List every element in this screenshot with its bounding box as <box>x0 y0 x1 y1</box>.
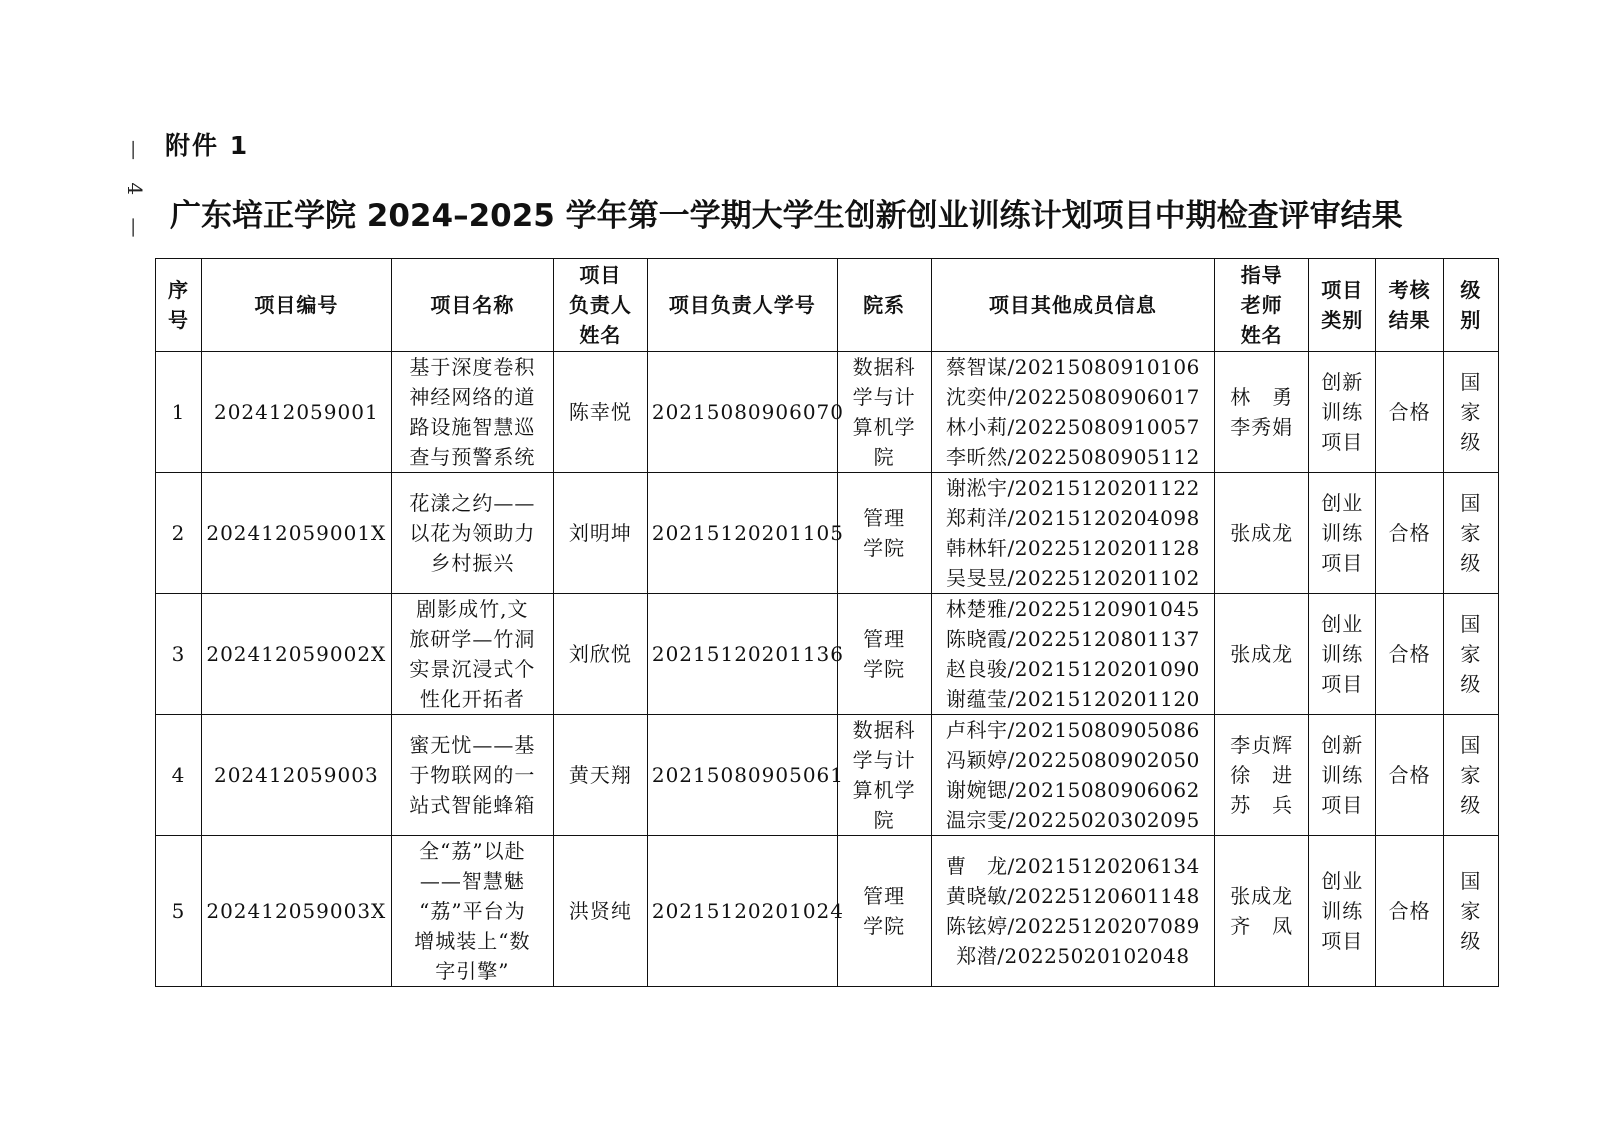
cell-line: 张成龙 <box>1230 642 1294 666</box>
cell-line: 基于深度卷积 <box>409 355 536 379</box>
cell-line: 数据科 <box>852 355 916 379</box>
cell-level <box>1443 594 1498 715</box>
cell-level <box>1443 836 1498 987</box>
cell-level <box>1443 715 1498 836</box>
cell-line: 国 <box>1460 869 1482 893</box>
cell-result: 合格 <box>1376 594 1443 715</box>
cell-line: 级 <box>1460 929 1482 953</box>
cell-line: 路设施智慧巡 <box>409 415 536 439</box>
cell-line: ——智慧魅 <box>419 869 525 893</box>
member-entry: 陈晓霞/20225120801137 <box>945 627 1200 651</box>
cell-line: 齐 凤 <box>1230 914 1294 938</box>
header-project-no: 项目编号 <box>201 259 391 352</box>
cell-project-no: 202412059002X <box>201 594 391 715</box>
cell-line: 林 勇 <box>1230 385 1294 409</box>
cell-members <box>931 473 1215 594</box>
cell-line: 徐 进 <box>1230 763 1294 787</box>
cell-line: 学院 <box>863 657 906 681</box>
cell-line: 站式智能蜂箱 <box>409 793 536 817</box>
cell-advisor <box>1215 473 1309 594</box>
header-leader-id: 项目负责人学号 <box>647 259 837 352</box>
cell-line: 李贞辉 <box>1230 733 1294 757</box>
cell-line: 于物联网的一 <box>409 763 536 787</box>
member-entry: 李昕然/20225080905112 <box>945 445 1200 469</box>
cell-line: 项目 <box>1321 793 1364 817</box>
cell-line: 乡村振兴 <box>430 551 515 575</box>
cell-result: 合格 <box>1376 715 1443 836</box>
cell-members <box>931 594 1215 715</box>
header-project-name: 项目名称 <box>391 259 553 352</box>
cell-advisor <box>1215 836 1309 987</box>
cell-members <box>931 352 1215 473</box>
cell-project-no: 202412059003X <box>201 836 391 987</box>
cell-category <box>1309 594 1376 715</box>
cell-line: 管理 <box>863 627 906 651</box>
cell-seq: 5 <box>156 836 202 987</box>
header-seq: 序 号 <box>156 259 202 352</box>
document-title: 广东培正学院 2024–2025 学年第一学期大学生创新创业训练计划项目中期检查评审结果 <box>170 198 1403 234</box>
cell-line: 国 <box>1460 370 1482 394</box>
cell-line: 家 <box>1460 763 1482 787</box>
cell-line: 创业 <box>1321 869 1364 893</box>
cell-level <box>1443 473 1498 594</box>
cell-line: 花漾之约—— <box>409 491 536 515</box>
header-level: 级 别 <box>1443 259 1498 352</box>
cell-leader-name: 刘明坤 <box>553 473 647 594</box>
attachment-label: 附件 1 <box>165 131 250 160</box>
cell-line: 训练 <box>1321 400 1364 424</box>
header-advisor: 指导 老师 姓名 <box>1215 259 1309 352</box>
cell-line: 家 <box>1460 899 1482 923</box>
cell-line: 性化开拓者 <box>419 687 525 711</box>
cell-line: 级 <box>1460 430 1482 454</box>
cell-line: 项目 <box>1321 672 1364 696</box>
member-entry: 卢科宇/20215080905086 <box>945 718 1200 742</box>
cell-line: 管理 <box>863 884 906 908</box>
cell-category <box>1309 715 1376 836</box>
cell-line: 创新 <box>1321 733 1364 757</box>
cell-department <box>837 594 931 715</box>
cell-line: 训练 <box>1321 642 1364 666</box>
cell-line: 家 <box>1460 642 1482 666</box>
cell-project-name <box>391 473 553 594</box>
cell-advisor <box>1215 594 1309 715</box>
header-members: 项目其他成员信息 <box>931 259 1215 352</box>
cell-members <box>931 836 1215 987</box>
member-entry: 黄晓敏/20225120601148 <box>945 884 1200 908</box>
member-entry: 谢淞宇/20215120201122 <box>945 476 1200 500</box>
cell-leader-name: 陈幸悦 <box>553 352 647 473</box>
cell-line: 实景沉浸式个 <box>409 657 536 681</box>
cell-line: 学与计 <box>852 748 916 772</box>
cell-line: 项目 <box>1321 551 1364 575</box>
cell-leader-id: 20215080906070 <box>647 352 837 473</box>
cell-project-name <box>391 836 553 987</box>
cell-line: 训练 <box>1321 899 1364 923</box>
cell-line: 创新 <box>1321 370 1364 394</box>
cell-line: 创业 <box>1321 612 1364 636</box>
cell-line: 国 <box>1460 733 1482 757</box>
cell-line: 项目 <box>1321 929 1364 953</box>
cell-line: 级 <box>1460 793 1482 817</box>
cell-line: 创业 <box>1321 491 1364 515</box>
member-entry: 赵良骏/20215120201090 <box>945 657 1200 681</box>
cell-leader-id: 20215080905061 <box>647 715 837 836</box>
cell-line: 家 <box>1460 400 1482 424</box>
cell-leader-name: 洪贤纯 <box>553 836 647 987</box>
cell-seq: 3 <box>156 594 202 715</box>
cell-seq: 2 <box>156 473 202 594</box>
page-number: — 4 — <box>123 140 147 246</box>
member-entry: 陈铉婷/20225120207089 <box>945 914 1200 938</box>
cell-line: 苏 兵 <box>1230 793 1294 817</box>
member-entry: 温宗雯/20225020302095 <box>945 808 1200 832</box>
cell-line: 项目 <box>1321 430 1364 454</box>
member-entry: 林楚雅/20225120901045 <box>945 597 1200 621</box>
table-row <box>156 352 1499 473</box>
cell-category <box>1309 352 1376 473</box>
cell-line: 张成龙 <box>1230 884 1294 908</box>
cell-line: 算机学 <box>852 415 916 439</box>
table-row <box>156 836 1499 987</box>
results-table <box>155 258 1499 987</box>
cell-department <box>837 715 931 836</box>
table-row <box>156 715 1499 836</box>
cell-members <box>931 715 1215 836</box>
cell-project-name <box>391 594 553 715</box>
cell-line: “荔”平台为 <box>419 899 526 923</box>
cell-line: 以花为领助力 <box>409 521 536 545</box>
cell-line: 家 <box>1460 521 1482 545</box>
cell-project-name <box>391 352 553 473</box>
cell-department <box>837 836 931 987</box>
cell-line: 神经网络的道 <box>409 385 536 409</box>
cell-line: 蜜无忧——基 <box>409 733 536 757</box>
cell-result: 合格 <box>1376 473 1443 594</box>
cell-line: 数据科 <box>852 718 916 742</box>
cell-department <box>837 352 931 473</box>
cell-project-no: 202412059001X <box>201 473 391 594</box>
header-leader-name: 项目 负责人 姓名 <box>553 259 647 352</box>
member-entry: 沈奕仲/20225080906017 <box>945 385 1200 409</box>
member-entry: 郑莉洋/20215120204098 <box>945 506 1200 530</box>
cell-line: 训练 <box>1321 763 1364 787</box>
cell-line: 李秀娟 <box>1230 415 1294 439</box>
cell-line: 旅研学—竹洞 <box>409 627 536 651</box>
cell-line: 增城装上“数 <box>414 929 531 953</box>
cell-seq: 1 <box>156 352 202 473</box>
cell-line: 国 <box>1460 491 1482 515</box>
header-department: 院系 <box>837 259 931 352</box>
member-entry: 曹 龙/20215120206134 <box>945 854 1200 878</box>
cell-result: 合格 <box>1376 836 1443 987</box>
cell-seq: 4 <box>156 715 202 836</box>
cell-line: 全“荔”以赴 <box>419 839 526 863</box>
member-entry: 吴旻昱/20225120201102 <box>945 566 1200 590</box>
cell-leader-id: 20215120201136 <box>647 594 837 715</box>
member-entry: 谢婉锶/20215080906062 <box>945 778 1200 802</box>
cell-line: 级 <box>1460 672 1482 696</box>
cell-line: 管理 <box>863 506 906 530</box>
cell-project-no: 202412059003 <box>201 715 391 836</box>
cell-line: 级 <box>1460 551 1482 575</box>
cell-line: 院 <box>873 808 895 832</box>
header-category: 项目 类别 <box>1309 259 1376 352</box>
cell-line: 算机学 <box>852 778 916 802</box>
cell-line: 查与预警系统 <box>409 445 536 469</box>
member-entry: 蔡智谋/20215080910106 <box>945 355 1200 379</box>
cell-category <box>1309 836 1376 987</box>
cell-leader-name: 黄天翔 <box>553 715 647 836</box>
table-row <box>156 594 1499 715</box>
member-entry: 冯颖婷/20225080902050 <box>945 748 1200 772</box>
cell-leader-name: 刘欣悦 <box>553 594 647 715</box>
member-entry: 郑潜/20225020102048 <box>956 944 1190 968</box>
cell-advisor <box>1215 715 1309 836</box>
cell-line: 字引擎” <box>435 959 510 983</box>
member-entry: 谢蕴莹/20215120201120 <box>945 687 1200 711</box>
cell-line: 学与计 <box>852 385 916 409</box>
table-row <box>156 473 1499 594</box>
cell-line: 训练 <box>1321 521 1364 545</box>
cell-level <box>1443 352 1498 473</box>
cell-line: 院 <box>873 445 895 469</box>
cell-line: 剧影成竹,文 <box>416 597 529 621</box>
cell-line: 学院 <box>863 536 906 560</box>
member-entry: 韩林轩/20225120201128 <box>945 536 1200 560</box>
header-row <box>156 259 1499 352</box>
cell-department <box>837 473 931 594</box>
header-result: 考核 结果 <box>1376 259 1443 352</box>
cell-advisor <box>1215 352 1309 473</box>
cell-result: 合格 <box>1376 352 1443 473</box>
cell-project-name <box>391 715 553 836</box>
cell-leader-id: 20215120201024 <box>647 836 837 987</box>
cell-leader-id: 20215120201105 <box>647 473 837 594</box>
cell-category <box>1309 473 1376 594</box>
cell-line: 张成龙 <box>1230 521 1294 545</box>
cell-project-no: 202412059001 <box>201 352 391 473</box>
member-entry: 林小莉/20225080910057 <box>945 415 1200 439</box>
cell-line: 学院 <box>863 914 906 938</box>
cell-line: 国 <box>1460 612 1482 636</box>
